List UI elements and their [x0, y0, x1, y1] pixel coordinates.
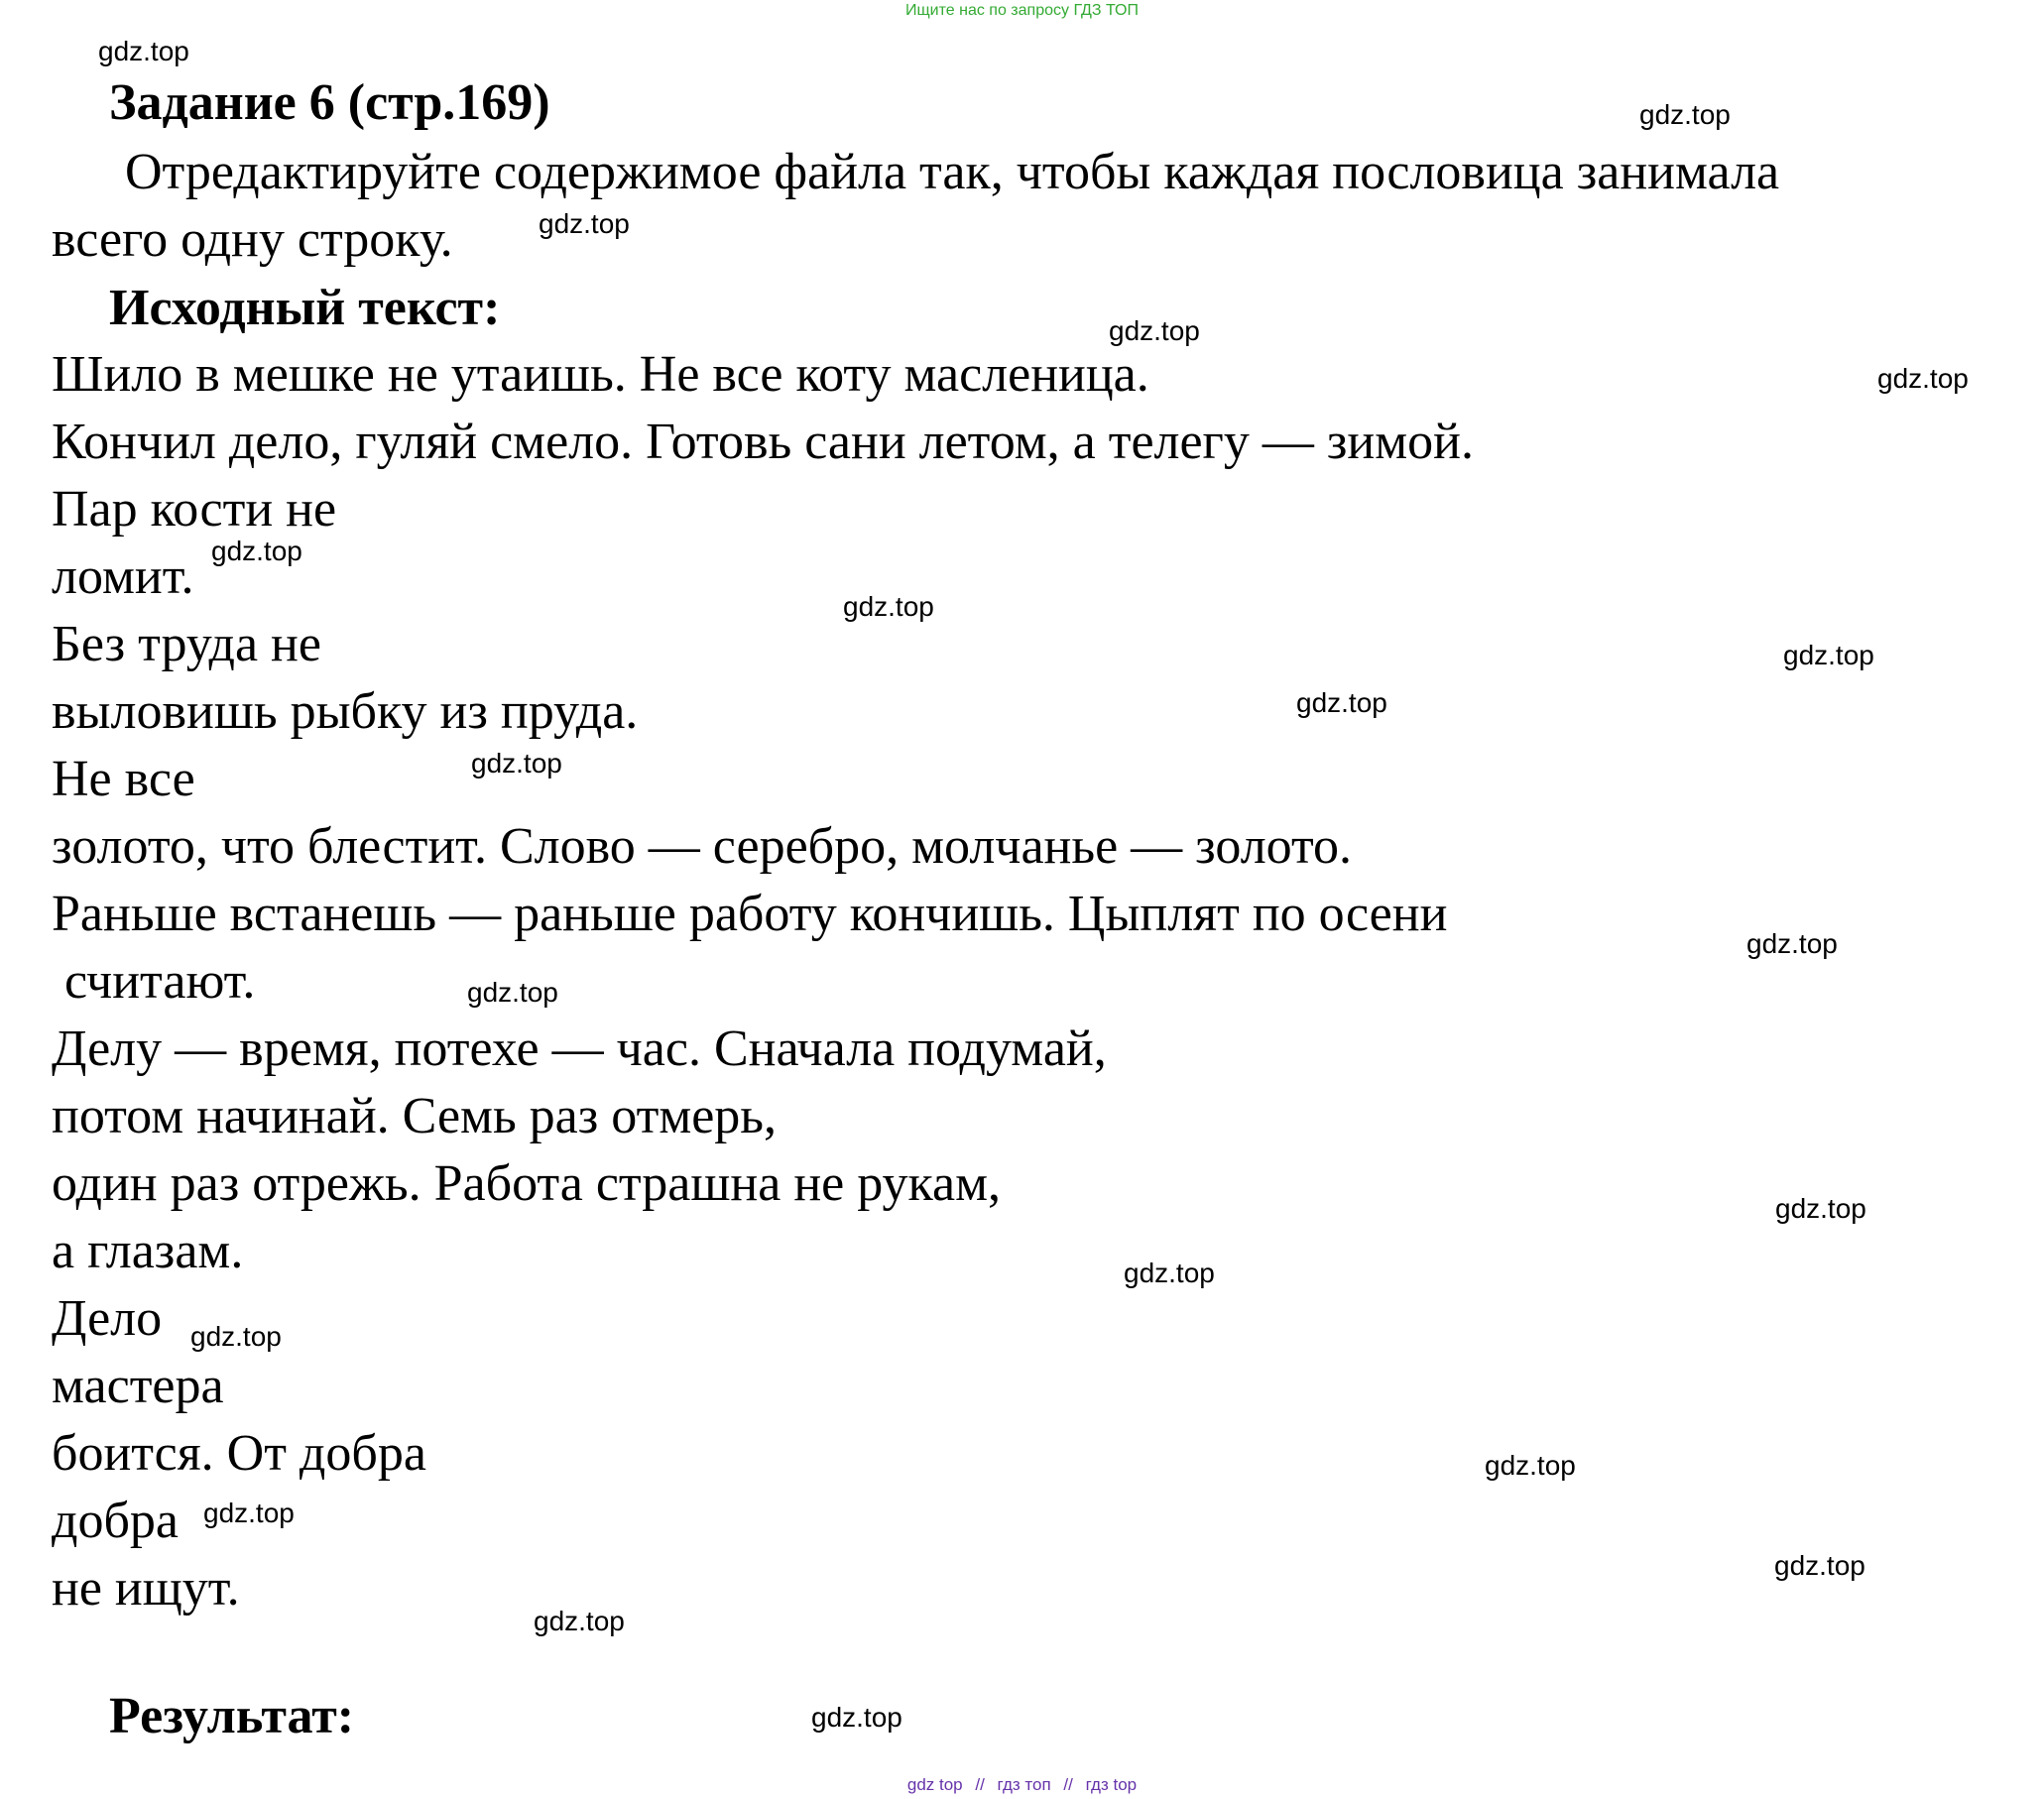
- watermark: gdz.top: [190, 1321, 282, 1352]
- watermark: gdz.top: [1124, 1258, 1215, 1288]
- footer-separator: //: [1063, 1775, 1073, 1794]
- source-line: считают.: [52, 953, 256, 1010]
- source-line: мастера: [52, 1358, 224, 1414]
- source-line: Пар кости не: [52, 481, 337, 538]
- watermark: gdz.top: [811, 1702, 902, 1733]
- source-line: боится. От добра: [52, 1425, 426, 1482]
- watermark: gdz.top: [843, 591, 934, 622]
- footer-links: [0, 1775, 2044, 1795]
- watermark: gdz.top: [203, 1498, 295, 1528]
- top-banner: Ищите нас по запросу ГДЗ ТОП: [905, 2, 1139, 19]
- source-line: ломит.: [52, 548, 194, 605]
- watermark: gdz.top: [534, 1606, 625, 1636]
- task-title: Задание 6 (стр.169): [109, 74, 550, 131]
- footer-link[interactable]: gdz top: [906, 1775, 963, 1794]
- footer-link[interactable]: гдз top: [1085, 1775, 1138, 1794]
- source-line: золото, что блестит. Слово — серебро, молчанье — золото.: [52, 818, 1353, 875]
- instruction-line-1: Отредактируйте содержимое файла так, чтобы каждая пословица занимала: [125, 144, 1780, 200]
- source-line: Дело: [52, 1290, 163, 1347]
- watermark: gdz.top: [467, 977, 558, 1008]
- source-line: Шило в мешке не утаишь. Не все коту масленица.: [52, 346, 1149, 403]
- footer-link[interactable]: гдз топ: [997, 1775, 1051, 1794]
- watermark: gdz.top: [1109, 315, 1200, 346]
- source-line: Делу — время, потехе — час. Сначала подумай,: [52, 1020, 1107, 1077]
- watermark: gdz.top: [1877, 363, 1969, 394]
- watermark: gdz.top: [471, 748, 562, 779]
- source-line: Кончил дело, гуляй смело. Готовь сани летом, а телегу — зимой.: [52, 414, 1474, 470]
- watermark: gdz.top: [1783, 640, 1874, 670]
- result-heading: Результат:: [109, 1688, 355, 1744]
- source-line: один раз отрежь. Работа страшна не рукам,: [52, 1155, 1001, 1212]
- watermark: gdz.top: [539, 208, 630, 239]
- source-line: Не все: [52, 751, 195, 807]
- watermark: gdz.top: [1775, 1193, 1866, 1224]
- watermark: gdz.top: [1485, 1450, 1576, 1481]
- source-line: Раньше встанешь — раньше работу кончишь. Цыплят по осени: [52, 886, 1448, 942]
- source-line: выловишь рыбку из пруда.: [52, 683, 639, 740]
- source-line: а глазам.: [52, 1223, 244, 1279]
- instruction-line-2: всего одну строку.: [52, 211, 453, 268]
- source-line: добра: [52, 1493, 179, 1549]
- source-line: не ищут.: [52, 1560, 240, 1617]
- footer-separator: //: [975, 1775, 985, 1794]
- source-line: потом начинай. Семь раз отмерь,: [52, 1088, 778, 1144]
- watermark: gdz.top: [98, 36, 189, 66]
- source-line: Без труда не: [52, 616, 321, 672]
- watermark: gdz.top: [1296, 687, 1387, 718]
- source-heading: Исходный текст:: [109, 280, 501, 336]
- watermark: gdz.top: [211, 536, 302, 566]
- watermark: gdz.top: [1746, 928, 1838, 959]
- watermark: gdz.top: [1639, 99, 1731, 130]
- watermark: gdz.top: [1774, 1550, 1865, 1581]
